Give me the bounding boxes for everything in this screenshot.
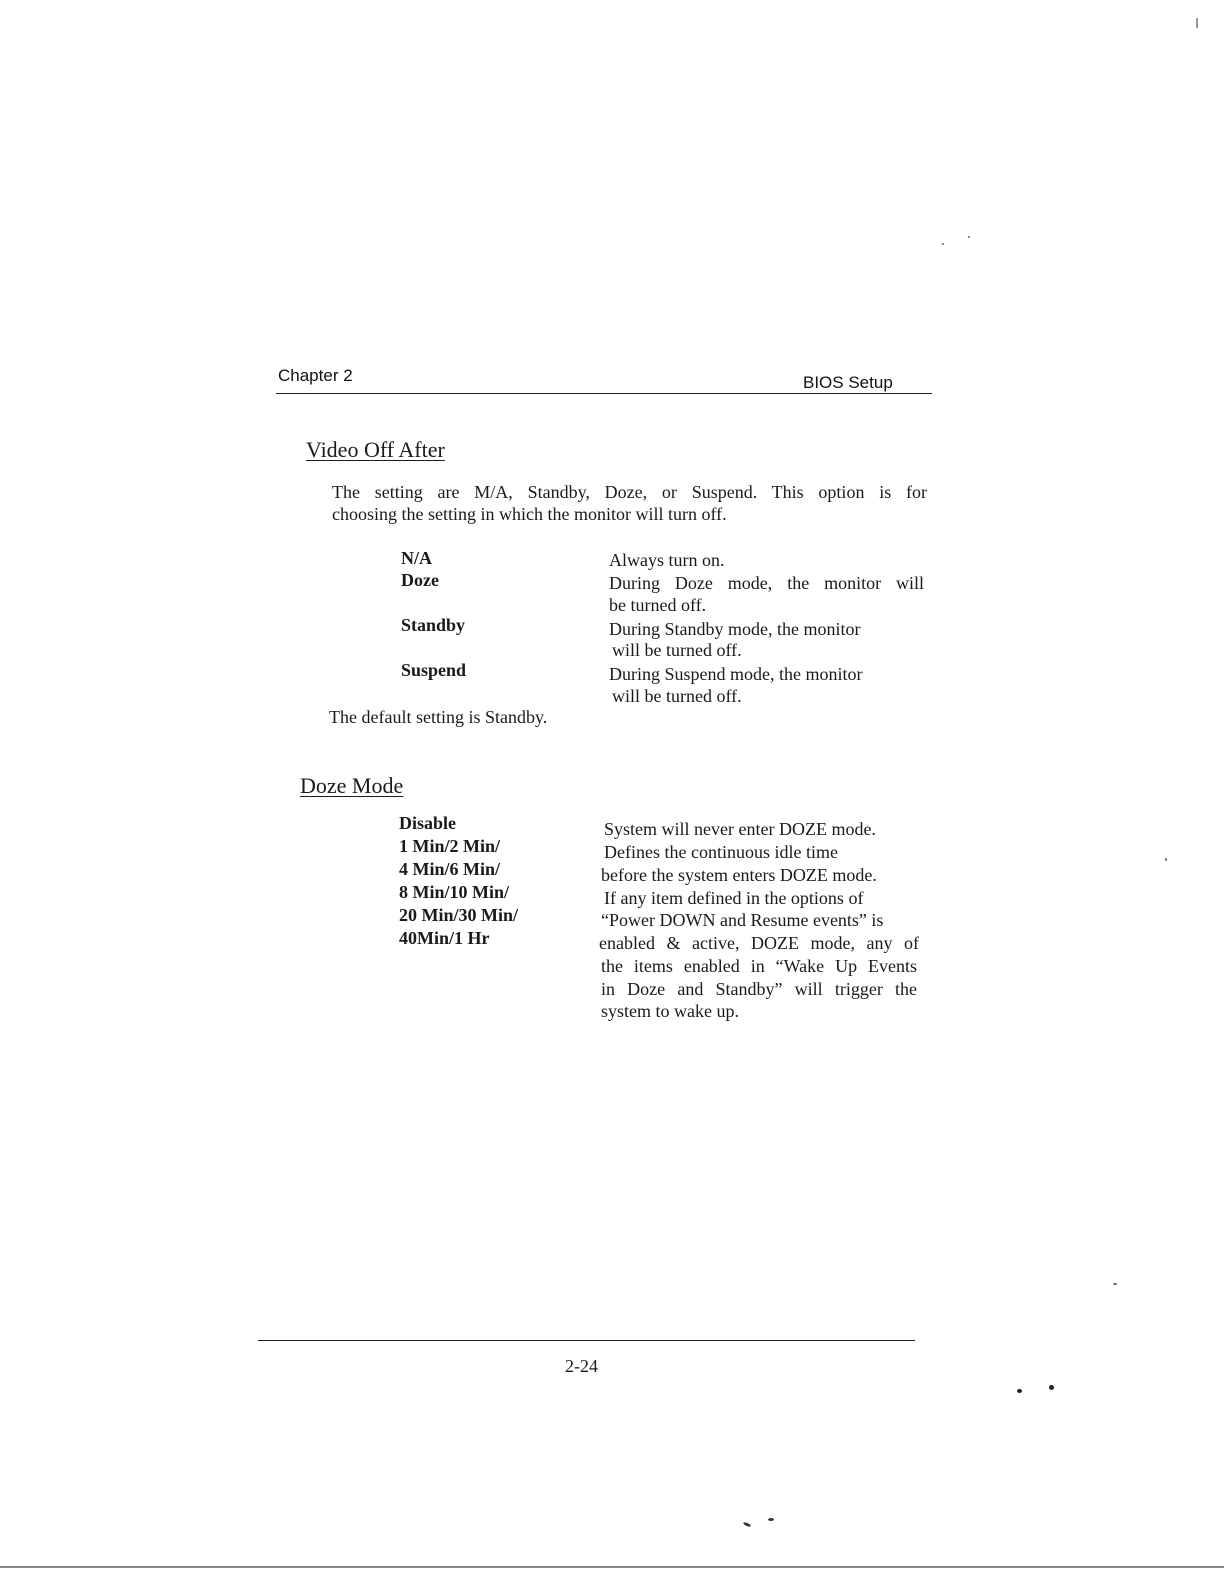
- option-doze-desc-line1: During Doze mode, the monitor will: [609, 573, 924, 593]
- doze-desc-line5: “Power DOWN and Resume events” is: [601, 910, 884, 930]
- doze-option-20-30-min: 20 Min/30 Min/: [399, 905, 519, 925]
- scan-speck: [1196, 18, 1198, 28]
- video-off-intro-line1: The setting are M/A, Standby, Doze, or Suspend. This option is for: [332, 482, 927, 502]
- scan-speck: [743, 1521, 752, 1527]
- chapter-label: Chapter 2: [278, 366, 353, 385]
- option-standby-desc-line1: During Standby mode, the monitor: [609, 619, 861, 639]
- scan-speck: [1113, 1283, 1117, 1285]
- doze-desc-line2: Defines the continuous idle time: [604, 842, 838, 862]
- doze-option-1-2-min: 1 Min/2 Min/: [399, 836, 501, 856]
- scan-speck: [768, 1518, 774, 1521]
- doze-desc-line8: in Doze and Standby” will trigger the: [601, 979, 917, 999]
- scan-speck: [1017, 1389, 1022, 1393]
- option-standby-desc-line2: will be turned off.: [612, 640, 742, 660]
- option-suspend-desc-line1: During Suspend mode, the monitor: [609, 664, 863, 684]
- doze-desc-line7: the items enabled in “Wake Up Events: [601, 956, 917, 976]
- doze-mode-heading: Doze Mode: [300, 773, 404, 798]
- header-rule: [276, 393, 932, 394]
- option-doze: Doze: [401, 570, 439, 590]
- doze-option-40min-1hr: 40Min/1 Hr: [399, 928, 490, 948]
- option-suspend-desc-line2: will be turned off.: [612, 686, 742, 706]
- scan-speck: [1049, 1385, 1054, 1390]
- doze-option-4-6-min: 4 Min/6 Min/: [399, 859, 501, 879]
- doze-desc-line1: System will never enter DOZE mode.: [604, 819, 876, 839]
- doze-desc-line4: If any item defined in the options of: [604, 888, 864, 908]
- footer-rule: [258, 1340, 915, 1341]
- video-off-intro-line2: choosing the setting in which the monitor will turn off.: [332, 504, 727, 524]
- doze-options-list: [399, 812, 518, 950]
- scan-speck: [968, 236, 970, 238]
- page-number: 2-24: [565, 1356, 598, 1376]
- option-suspend: Suspend: [401, 660, 467, 680]
- option-na-desc: Always turn on.: [609, 550, 725, 570]
- doze-option-disable: Disable: [399, 813, 457, 833]
- option-doze-desc-line2: be turned off.: [609, 595, 707, 615]
- doze-option-8-10-min: 8 Min/10 Min/: [399, 882, 510, 902]
- doze-desc-line3: before the system enters DOZE mode.: [601, 865, 877, 885]
- section-label: BIOS Setup: [803, 373, 893, 392]
- option-na: N/A: [401, 548, 432, 568]
- doze-desc-line9: system to wake up.: [601, 1001, 739, 1021]
- doze-desc-line6: enabled & active, DOZE mode, any of: [599, 933, 919, 953]
- option-standby: Standby: [401, 615, 466, 635]
- video-off-after-heading: Video Off After: [306, 437, 445, 462]
- scan-speck: [1165, 858, 1167, 861]
- scan-bottom-edge: [0, 1566, 1224, 1568]
- default-setting-text: The default setting is Standby.: [329, 707, 548, 727]
- scan-speck: [942, 243, 944, 245]
